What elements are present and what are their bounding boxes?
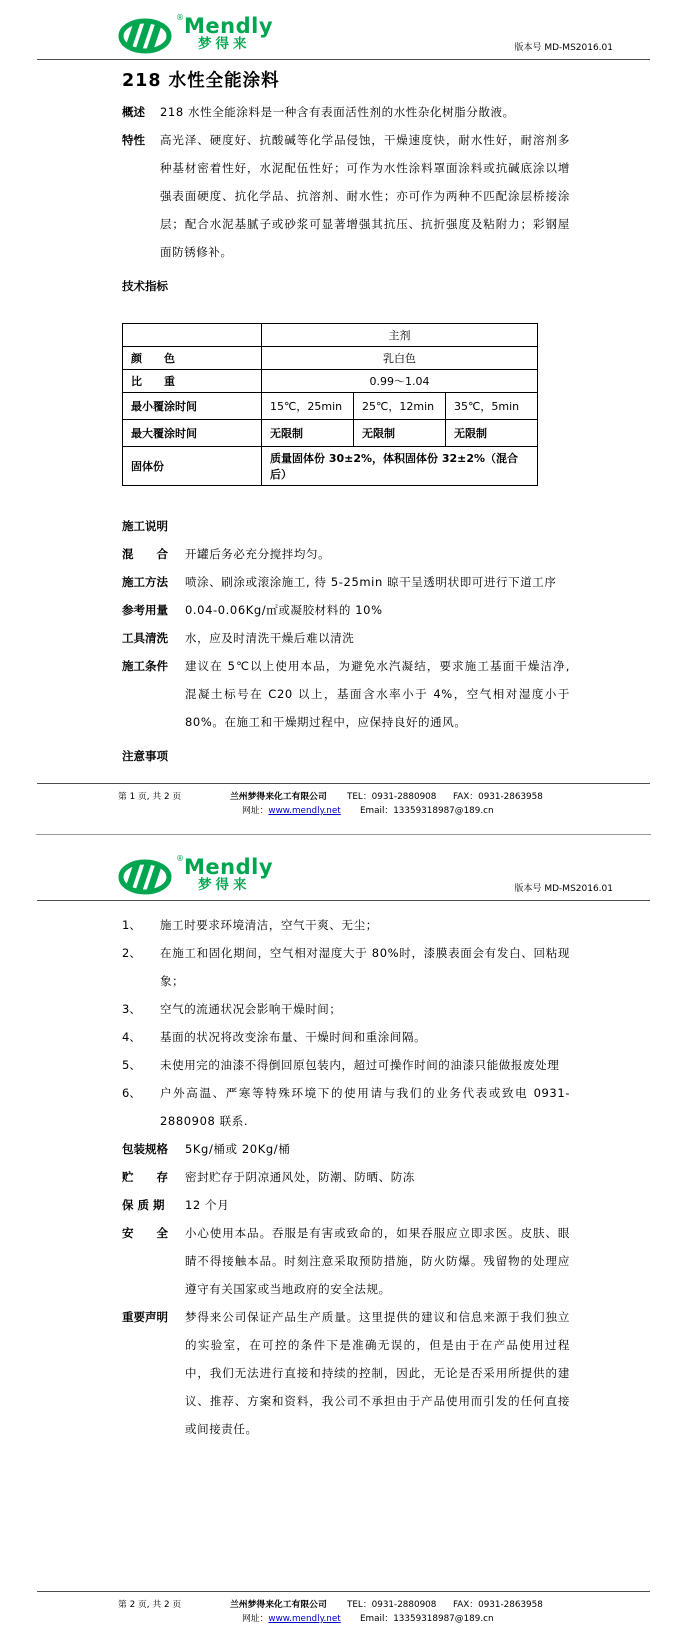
solids-label-cell: 固体份 [123,447,262,486]
email-address: Email：13359318987@189.cn [360,806,494,816]
safety-row [122,1219,570,1303]
safety-label: 安 全 [122,1226,168,1240]
dosage-text: 0.04-0.06Kg/㎡或凝胶材料的 10% [185,603,383,617]
note-number: 2、 [122,946,141,960]
conditions-row [122,652,570,736]
mixing-label: 混 合 [122,547,168,561]
method-label: 施工方法 [122,575,168,589]
empty-cell [123,324,262,347]
storage-text: 密封贮存于阴凉通风处，防潮、防晒、防冻 [185,1170,415,1184]
storage-label: 贮 存 [122,1170,168,1184]
logo-text-en: Mendly [184,855,274,879]
gravity-label-cell: 比 重 [123,370,262,393]
logo-wordmark [176,854,274,893]
conditions-label: 施工条件 [122,659,168,673]
dosage-row [122,596,570,624]
version-label: 版本号 MD-MS2016.01 [514,884,613,894]
tech-heading: 技术指标 [122,279,168,293]
note-number: 1、 [122,918,141,932]
table-row [123,370,538,393]
min-recoat-cell-35c: 35℃，5min [446,393,538,420]
shelf-life-text: 12 个月 [185,1198,230,1212]
website-link[interactable]: www.mendly.net [268,806,341,816]
note-item-6 [122,1079,570,1135]
max-recoat-cell-1: 无限制 [262,420,354,447]
table-row [123,324,538,347]
note-text: 空气的流通状况会影响干燥时间； [160,1002,342,1016]
table-row [123,347,538,370]
shelf-life-label: 保 质 期 [122,1198,165,1212]
page2-content [122,911,570,1443]
main-agent-header-cell: 主剂 [262,324,538,347]
method-row [122,568,570,596]
storage-row [122,1163,570,1191]
note-item-1 [122,911,570,939]
note-item-2 [122,939,570,995]
disclaimer-row [122,1303,570,1443]
logo-text-cn: 梦得来 [198,36,251,52]
version-label: 版本号 MD-MS2016.01 [514,43,613,53]
mendly-logo-icon [118,16,174,56]
company-name: 兰州梦得来化工有限公司 [230,1600,327,1610]
registered-mark: ® [176,854,184,863]
note-item-4 [122,1023,570,1051]
mixing-text: 开罐后务必充分搅拌均匀。 [185,547,331,561]
mendly-logo-icon [118,857,174,897]
disclaimer-label: 重要声明 [122,1310,168,1324]
company-name: 兰州梦得来化工有限公司 [230,792,327,802]
page-2 [0,835,687,1632]
website-label: 网址： [242,806,269,816]
table-row [123,420,538,447]
email-address: Email：13359318987@189.cn [360,1614,494,1624]
conditions-text: 建议在 5℃以上使用本品，为避免水汽凝结，要求施工基面干燥洁净, 混凝土标号在 C20 以上，基面含水率小于 4%，空气相对湿度小于 80%。在施工和干燥期过程中，应保持良好的通风。 [185,659,570,729]
page1-footer [0,784,687,824]
table-row [123,447,538,486]
registered-mark: ® [176,13,184,22]
tool-cleaning-text: 水，应及时清洗干燥后难以清洗 [185,631,355,645]
packaging-row [122,1135,570,1163]
website-row [242,1611,341,1624]
mendly-logo [118,854,274,897]
page-number: 第 2 页, 共 2 页 [118,1600,182,1610]
min-recoat-label-cell: 最小覆涂时间 [123,393,262,420]
packaging-text: 5Kg/桶或 20Kg/桶 [185,1142,291,1156]
fax-number: FAX：0931-2863958 [453,1600,543,1610]
note-text: 基面的状况将改变涂布量、干燥时间和重涂间隔。 [160,1030,427,1044]
overview-label: 概述 [122,105,145,119]
website-row [242,803,341,816]
note-number: 6、 [122,1086,141,1100]
table-row [123,393,538,420]
logo-text-en: Mendly [184,14,274,38]
note-text: 在施工和固化期间，空气相对湿度大于 80%时，漆膜表面会有发白、回粘现象； [160,946,570,988]
shelf-life-row [122,1191,570,1219]
note-text: 未使用完的油漆不得倒回原包装内，超过可操作时间的油漆只能做报废处理 [160,1058,560,1072]
page1-header [118,0,613,56]
note-item-5 [122,1051,570,1079]
page-number: 第 1 页, 共 2 页 [118,792,182,802]
tech-spec-table [122,323,538,486]
page2-footer [0,1592,687,1632]
disclaimer-text: 梦得来公司保证产品生产质量。这里提供的建议和信息来源于我们独立的实验室，在可控的条件下是准确无误的，但是由于在产品使用过程中，我们无法进行直接和持续的控制，因此，无论是否采用所提供的建议、推荐、方案和资料，我公司不承担由于产品使用而引发的任何直接或间接责任。 [185,1310,570,1436]
page1-content [122,67,570,770]
tool-cleaning-label: 工具清洗 [122,631,168,645]
construction-heading: 施工说明 [122,519,168,533]
dosage-label: 参考用量 [122,603,168,617]
tel-number: TEL：0931-2880908 [347,1600,437,1610]
page-title: 218 水性全能涂料 [122,71,280,91]
method-text: 喷涂、刷涂或滚涂施工, 待 5-25min 晾干呈透明状即可进行下道工序 [185,575,557,589]
header-rule [37,900,650,901]
fax-number: FAX：0931-2863958 [453,792,543,802]
mixing-row [122,540,570,568]
features-label: 特性 [122,133,145,147]
solids-value-cell: 质量固体份 30±2%，体积固体份 32±2%（混合后） [262,447,538,486]
website-link[interactable]: www.mendly.net [268,1614,341,1624]
header-rule [37,59,650,60]
note-text: 户外高温、严寒等特殊环境下的使用请与我们的业务代表或致电 0931-2880908 联系. [160,1086,570,1128]
color-value-cell: 乳白色 [262,347,538,370]
overview-row [122,98,570,126]
safety-text: 小心使用本品。吞服是有害或致命的，如果吞服应立即求医。皮肤、眼睛不得接触本品。时刻注意采取预防措施，防火防爆。残留物的处理应遵守有关国家或当地政府的安全法规。 [185,1226,570,1296]
notes-heading: 注意事项 [122,749,168,763]
note-number: 5、 [122,1058,141,1072]
note-number: 4、 [122,1030,141,1044]
note-number: 3、 [122,1002,141,1016]
note-text: 施工时要求环境清洁，空气干爽、无尘； [160,918,378,932]
features-text: 高光泽、硬度好、抗酸碱等化学品侵蚀，干燥速度快，耐水性好，耐溶剂多种基材密着性好，水泥配伍性好；可作为水性涂料罩面涂料或抗碱底涂以增强表面硬度、抗化学品、抗溶剂、耐水性；亦可作为两种不匹配涂层桥接涂层；配合水泥基腻子或砂浆可显著增强其抗压、抗折强度及粘附力；彩钢屋面防锈修补。 [160,133,570,259]
overview-text: 218 水性全能涂料是一种含有表面活性剂的水性杂化树脂分散液。 [160,105,515,119]
mendly-logo [118,13,274,56]
website-label: 网址： [242,1614,269,1624]
gravity-value-cell: 0.99～1.04 [262,370,538,393]
note-item-3 [122,995,570,1023]
page2-header [118,835,613,897]
max-recoat-cell-3: 无限制 [446,420,538,447]
packaging-label: 包装规格 [122,1142,168,1156]
logo-wordmark [176,13,274,52]
min-recoat-cell-25c: 25℃，12min [354,393,446,420]
max-recoat-label-cell: 最大覆涂时间 [123,420,262,447]
features-row [122,126,570,266]
min-recoat-cell-15c: 15℃，25min [262,393,354,420]
color-label-cell: 颜 色 [123,347,262,370]
max-recoat-cell-2: 无限制 [354,420,446,447]
logo-text-cn: 梦得来 [198,877,251,893]
tel-number: TEL：0931-2880908 [347,792,437,802]
tool-cleaning-row [122,624,570,652]
